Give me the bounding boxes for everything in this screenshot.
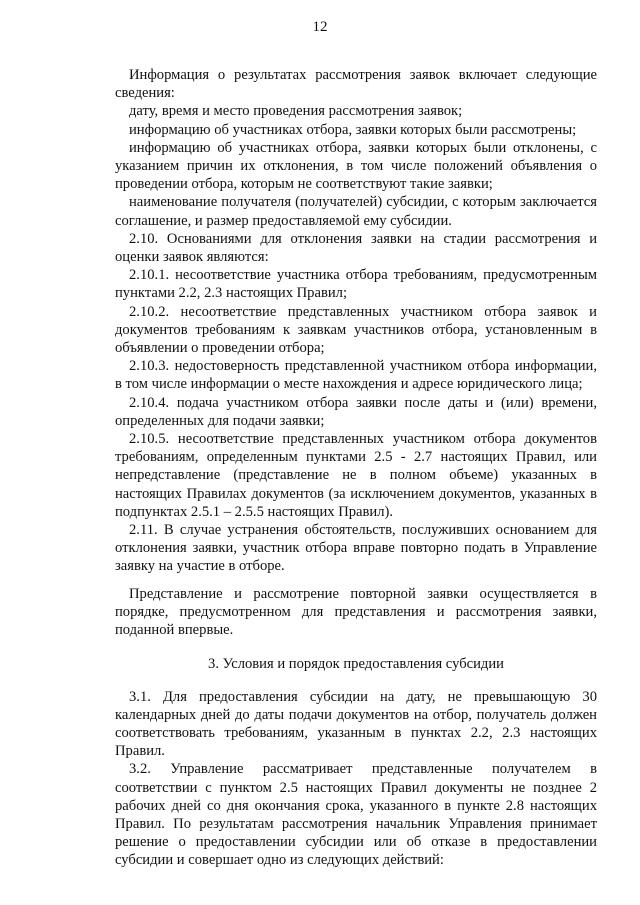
paragraph-3-2: 3.2. Управление рассматривает представленные получателем в соответствии с пунктом 2.5 настоящих Правил документы не позднее 2 рабочих дней со дня окончания срока, указанного в пункте 2.8 настоящих Правил. По результатам рассмотрения начальник Управления принимает решение о предоставлении субсидии или об отказе в предоставлении субсидии и совершает одно из следующих действий: [115,761,597,869]
paragraph-date-time-place: дату, время и место проведения рассмотрения заявок; [129,103,463,120]
page-number: 12 [312,19,328,35]
section-heading: 3. Условия и порядок предоставления субсидии [208,656,504,673]
paragraph-2-10: 2.10. Основаниями для отклонения заявки на стадии рассмотрения и оценки заявок являются: [115,230,597,266]
paragraph-participants-rejected: информацию об участниках отбора, заявки которых были отклонены, с указанием причин их отклонения, в том числе положений объявления о проведении отбора, которым не соответствуют такие заявки; [115,139,597,193]
paragraph-recipient-name: наименование получателя (получателей) субсидии, с которым заключается соглашение, и размер предоставляемой ему субсидии. [115,194,597,229]
paragraph-2-10-1: 2.10.1. несоответствие участника отбора требованиям, предусмотренным пунктами 2.2, 2.3 настоящих Правил; [115,267,597,302]
paragraph-2-10-4: 2.10.4. подача участником отбора заявки после даты и (или) времени, определенных для подачи заявки; [115,394,597,429]
paragraph-participants-reviewed: информацию об участниках отбора, заявки которых были рассмотрены; [129,121,577,138]
spacer [115,576,597,585]
paragraph-info-results: Информация о результатах рассмотрения заявок включает следующие сведения: [115,67,597,102]
paragraph-2-10-2: 2.10.2. несоответствие представленных участником отбора заявок и документов требованиям к заявкам участников отбора, установленным в объявлении о проведении отбора; [115,303,597,357]
paragraph-3-1: 3.1. Для предоставления субсидии на дату, не превышающую 30 календарных дней до даты подачи документов на отбор, получатель должен соответствовать требованиям, указанным в пунктах 2.2, 2.3 настоящих Правил. [115,688,597,760]
paragraph-repeat-application: Представление и рассмотрение повторной заявки осуществляется в порядке, предусмотренном для представления и рассмотрения заявки, поданной впервые. [115,585,597,639]
paragraph-2-10-3: 2.10.3. недостоверность представленной участником отбора информации, в том числе информации о месте нахождения и адресе юридического лица; [115,358,597,393]
paragraph-2-10-5: 2.10.5. несоответствие представленных участником отбора документов требованиям, определенным пунктами 2.5 - 2.7 настоящих Правил, или непредставление (представление не в полном объеме) указанных в настоящих Правилах документов (за исключением документов, указанных в подпунктах 2.5.1 – 2.5.5 настоящих Правил). [115,431,597,520]
paragraph-2-11: 2.11. В случае устранения обстоятельств, послуживших основанием для отклонения заявки, участник отбора вправе повторно подать в Управление заявку на участие в отборе. [115,522,597,575]
page-content [115,66,597,870]
